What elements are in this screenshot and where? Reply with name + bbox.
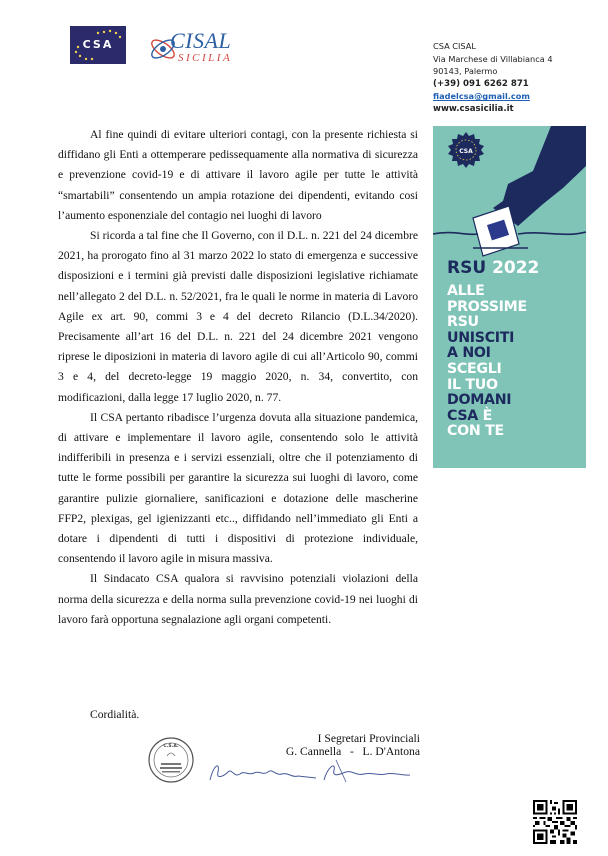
- rsu-slogan: [447, 284, 527, 440]
- csa-badge-icon: [448, 132, 484, 168]
- paragraph: Il CSA pertanto ribadisce l’urgenza dovuta alla situazione pandemica, di attivare e implementare il lavoro agile, consentendo solo le attività indifferibili in presenza e i servizi essenziali, oltre che il potenziamento di tutte le forme possibili per garantire la sicurezza sui luoghi di lavoro, come garantire pulizie giornaliere, sanificazioni e dotazione delle mascherine FFP2, plexigas, gel igienizzanti etc.., diffidando nell’immediato gli Enti a dotare i dipendenti di tutti i dispositivi di protezione individuale, consentendo il lavoro agile in misura massiva.: [58, 410, 418, 566]
- letter-body: [58, 125, 418, 630]
- cisal-region: SICILIA: [178, 52, 233, 64]
- slogan-line: RSU: [447, 314, 479, 331]
- slogan-line: PROSSIME: [447, 298, 527, 315]
- svg-text:CSA: CSA: [459, 148, 473, 155]
- ballot-hand-illustration: [433, 126, 586, 258]
- contact-block: [433, 40, 553, 116]
- signers-names: G. Cannella - L. D'Antona: [285, 745, 420, 758]
- slogan-line: DOMANI: [447, 392, 512, 409]
- paragraph: Si ricorda a tal fine che Il Governo, con il D.L. n. 221 del 24 dicembre 2021, ha prorogato fino al 31 marzo 2022 lo stato di emergenza e successive disposizioni e i termini già previsti dalle disposizioni legislative richiamate nell’allegato 2 del D.L. n. 52/2021, fra le quali le norme in materia di Lavoro Agile ex art. 90, commi 3 e 4 del decreto Rilancio (D.L.34/2020). Precisamente all’art 16 del D.L. n. 221 del 24 dicembre 2021 vengono riprese le diposizioni in materia di lavoro agile di cui all’Articolo 90, commi 3 e 4, del decreto-legge 19 maggio 2020, n. 34, convertito, con modificazioni, dalla legge 17 luglio 2020, n. 77.: [58, 229, 418, 404]
- paragraph: Il Sindacato CSA qualora si ravvisino potenziali violazioni della norma della sicurezza e della norma sulla prevenzione covid-19 nei luoghi di lavoro farà opportuna segnalazione agli organi competenti.: [58, 572, 418, 626]
- slogan-line: ALLE: [447, 283, 485, 299]
- slogan-line: IL TUO: [447, 376, 498, 393]
- handwritten-signature: [206, 758, 416, 788]
- cisal-sicilia-logo: [148, 30, 248, 70]
- csa-logo-text: CSA: [82, 38, 114, 51]
- paragraph: Al fine quindi di evitare ulteriori contagi, con la presente richiesta si diffidano gli Enti a ottemperare pedissequamente alla normativa di sicurezza e prevenzione covid-19 e di attivare il lavoro agile per tutte le attività “smartabili” consentendo un ampia rotazione dei dipendenti, evitando cosi l’aumento esponenziale del contagio nei luoghi di lavoro: [58, 128, 418, 222]
- closing: Cordialità.: [90, 708, 140, 721]
- rsu-title: [447, 258, 539, 278]
- signers-title: I Segretari Provinciali: [317, 732, 420, 745]
- rsu-title-rsu: RSU: [447, 258, 487, 278]
- slogan-line: CSA È: [447, 407, 493, 424]
- rsu-banner: [433, 126, 586, 468]
- contact-email-link[interactable]: fiadelcsa@gmail.com: [433, 91, 530, 102]
- qr-code[interactable]: [533, 800, 577, 844]
- slogan-line: SCEGLI: [447, 360, 502, 377]
- contact-org: CSA CISAL: [433, 41, 476, 51]
- svg-text:C.S.A.: C.S.A.: [163, 744, 179, 749]
- slogan-line: A NOI: [447, 345, 491, 362]
- slogan-line: UNISCITI: [447, 329, 515, 346]
- contact-address: Via Marchese di Villabianca 4: [433, 53, 553, 64]
- rsu-title-year: 2022: [492, 258, 540, 278]
- slogan-line: CON TE: [447, 423, 504, 440]
- cisal-name: CISAL: [170, 28, 232, 53]
- csa-logo: [70, 26, 126, 64]
- contact-phone: (+39) 091 6262 871: [433, 78, 529, 89]
- contact-city: 90143, Palermo: [433, 66, 498, 77]
- contact-website[interactable]: www.csasicilia.it: [433, 103, 514, 114]
- union-stamp: [146, 736, 196, 784]
